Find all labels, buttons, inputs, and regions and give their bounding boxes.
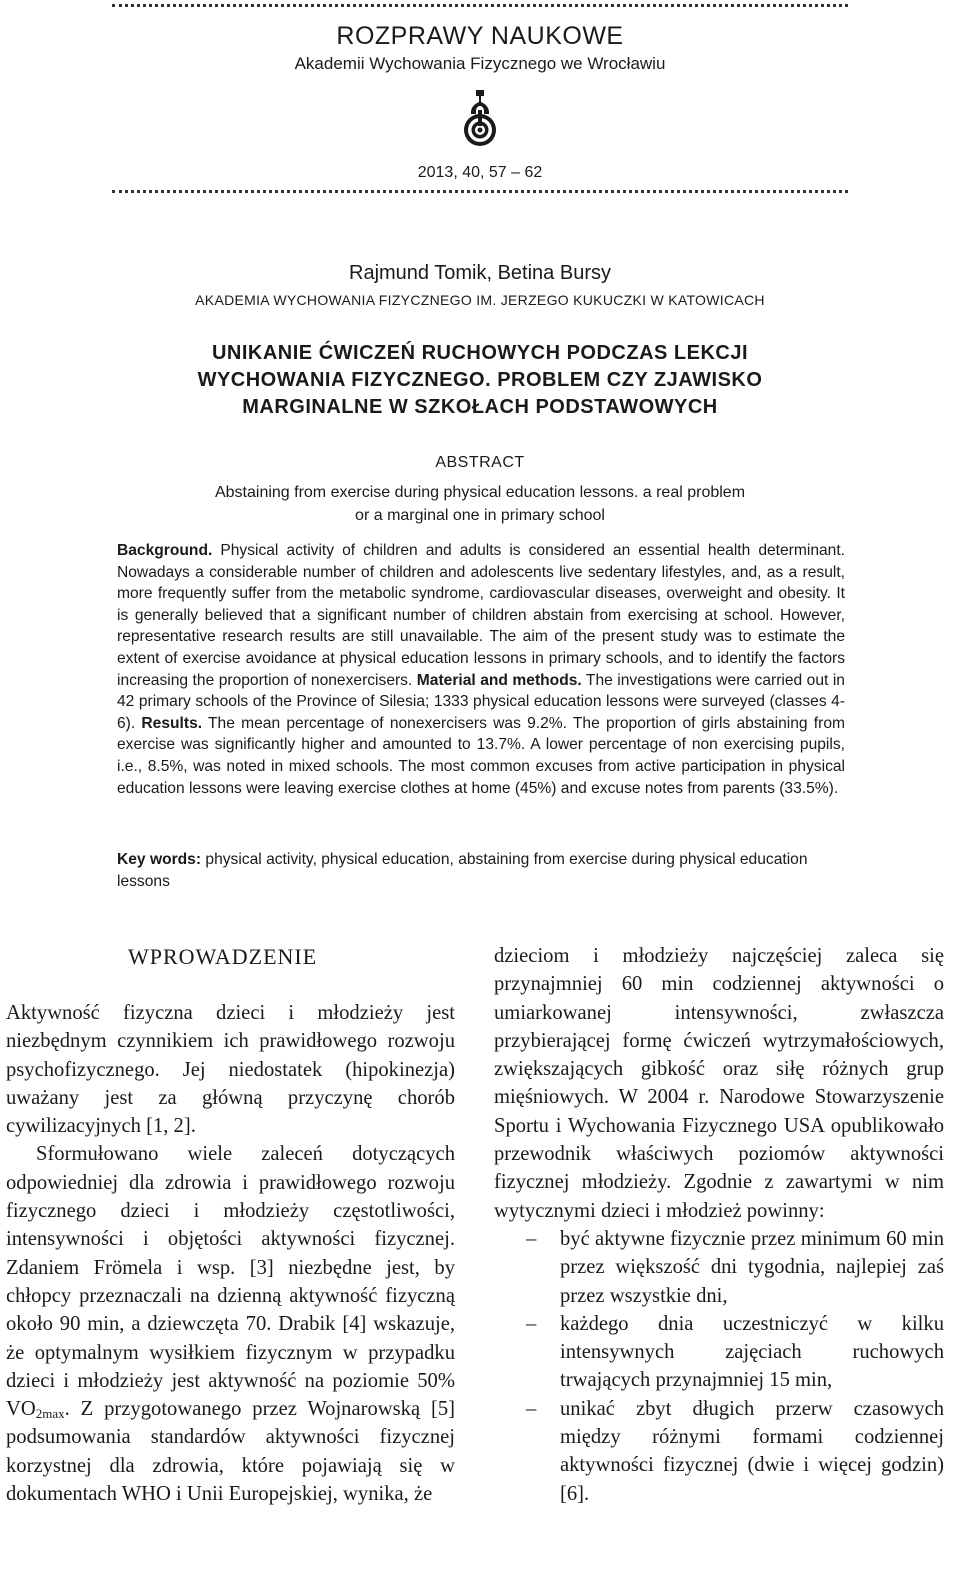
- keywords-text: physical activity, physical education, abstaining from exercise during physical education lessons: [117, 851, 808, 890]
- authors: Rajmund Tomik, Betina Bursy: [349, 262, 611, 284]
- abstract-label-methods: Material and methods.: [416, 671, 582, 689]
- list-item-text: każdego dnia uczestniczyć w kilku intensywnych zajęciach ruchowych trwających przynajmniej 15 min,: [560, 1312, 944, 1392]
- awf-logo-icon: [462, 88, 498, 148]
- journal-title: ROZPRAWY NAUKOWE: [336, 22, 624, 50]
- guideline-list: [494, 1225, 944, 1508]
- abstract-heading: ABSTRACT: [435, 454, 525, 471]
- abstract-text-results: The mean percentage of nonexercisers was 9.2%. The proportion of girls abstaining from exercise was significantly higher and amounted to 13.7%. A lower percentage of non exercising pupils, i.e., 8.5%, was noted in mixed schools. The most common excuses from active participation in physical education lessons were leaving exercise clothes at home (45%) and excuse notes from parents (33.5%).: [117, 714, 845, 797]
- abstract-title: [0, 481, 960, 527]
- vo2max-subscript: 2max: [35, 1406, 65, 1422]
- citation-dotted-rule: [112, 190, 848, 193]
- body-paragraph: [6, 1140, 455, 1508]
- abstract-text-background: Physical activity of children and adults is considered an essential health determinant. Nowadays a considerable number of children and adolescents live sedentary lifestyles, and, as a result, more frequently suffer from the metabolic syndrome, cardiovascular diseases, overweight and obesity. It is generally believed that a significant number of children abstain from exercising at school. However, representative research results are still unavailable. The aim of the present study was to estimate the extent of exercise avoidance at physical education lessons in primary schools, and to identify the factors increasing the proportion of nonexercisers.: [117, 542, 845, 689]
- abstract-title-line: Abstaining from exercise during physical education lessons. a real problem: [214, 484, 746, 501]
- top-dotted-rule: [112, 4, 848, 7]
- list-item-text: być aktywne fizycznie przez minimum 60 min przez większość dni tygodnia, najlepiej zaś przez wszystkie dni,: [560, 1227, 944, 1307]
- keywords-label: Key words:: [117, 851, 202, 868]
- body-paragraph-text: . Z przygotowanego przez Wojnarowską [5] podsumowania standardów aktywności fizycznej korzystnej dla zdrowia, które pojawiają się w dokumentach WHO i Unii Europejskiej, wynika, że: [6, 1398, 455, 1506]
- list-dash: –: [526, 1312, 537, 1335]
- body-paragraph: dzieciom i młodzieży najczęściej zaleca się przynajmniej 60 min codziennej aktywności o umiarkowanej intensywności, zwłaszcza przybierającej formę ćwiczeń wytrzymałościowych, zwiększających gibkość oraz siłę różnych grup mięśniowych. W 2004 r. Narodowe Stowarzyszenie Sportu i Wychowania Fizycznego USA opublikowało przewodnik właściwych poziomów aktywności fizycznej młodzieży. Zgodnie z zawartymi w nim wytycznymi dzieci i młodzież powinny:: [494, 945, 944, 1222]
- right-column: [494, 942, 944, 1508]
- article-title-line: WYCHOWANIA FIZYCZNEGO. PROBLEM CZY ZJAWISKO: [197, 369, 763, 391]
- abstract-body: [117, 540, 845, 799]
- list-item: [494, 1310, 944, 1395]
- keywords: [117, 849, 845, 892]
- abstract-label-results: Results.: [141, 714, 203, 732]
- list-dash: –: [526, 1227, 537, 1250]
- affiliation: AKADEMIA WYCHOWANIA FIZYCZNEGO IM. JERZEGO KUKUCZKI W KATOWICACH: [195, 292, 765, 308]
- article-title-line: UNIKANIE ĆWICZEŃ RUCHOWYCH PODCZAS LEKCJI: [211, 342, 749, 364]
- abstract-text-methods: The investigations were carried out in 42 primary schools of the Province of Silesia; 1333 physical education lessons were surveyed (classes 4-6).: [117, 671, 845, 732]
- body-paragraph: Aktywność fizyczna dzieci i młodzieży jest niezbędnym czynnikiem ich prawidłowego rozwoju psychofizycznego. Jej niedostatek (hipokinezja) uważany jest za główną przyczynę chorób cywilizacyjnych [1, 2].: [6, 1002, 455, 1138]
- left-column: [6, 999, 455, 1508]
- citation: 2013, 40, 57 – 62: [417, 164, 543, 181]
- body-paragraph-text: Sformułowano wiele zaleceń dotyczących odpowiedniej dla zdrowia i prawidłowego rozwoju fizycznego dzieci i młodzieży częstotliwości, intensywności i objętości aktywności fizycznej. Zdaniem Frömela i wsp. [3] niezbędne jest, by chłopcy przeznaczali na dzienną aktywność fizyczną około 90 min, a dziewczęta 70. Drabik [4] wskazuje, że optymalnym wysiłkiem fizycznym w przypadku dzieci i młodzieży jest aktywność na poziomie 50% VO: [6, 1143, 455, 1421]
- section-heading: WPROWADZENIE: [128, 944, 318, 969]
- abstract-label-background: Background.: [117, 542, 213, 559]
- list-item: [494, 1225, 944, 1310]
- list-item: [494, 1395, 944, 1508]
- list-dash: –: [526, 1397, 537, 1420]
- article-title: [0, 340, 960, 421]
- list-item-text: unikać zbyt długich przerw czasowych między różnymi formami codziennej aktywności fizycznej (dwie i więcej godzin) [6].: [560, 1397, 944, 1505]
- journal-subtitle: Akademii Wychowania Fizycznego we Wrocławiu: [294, 54, 666, 73]
- abstract-title-line: or a marginal one in primary school: [355, 507, 605, 524]
- article-title-line: MARGINALNE W SZKOŁACH PODSTAWOWYCH: [242, 396, 718, 418]
